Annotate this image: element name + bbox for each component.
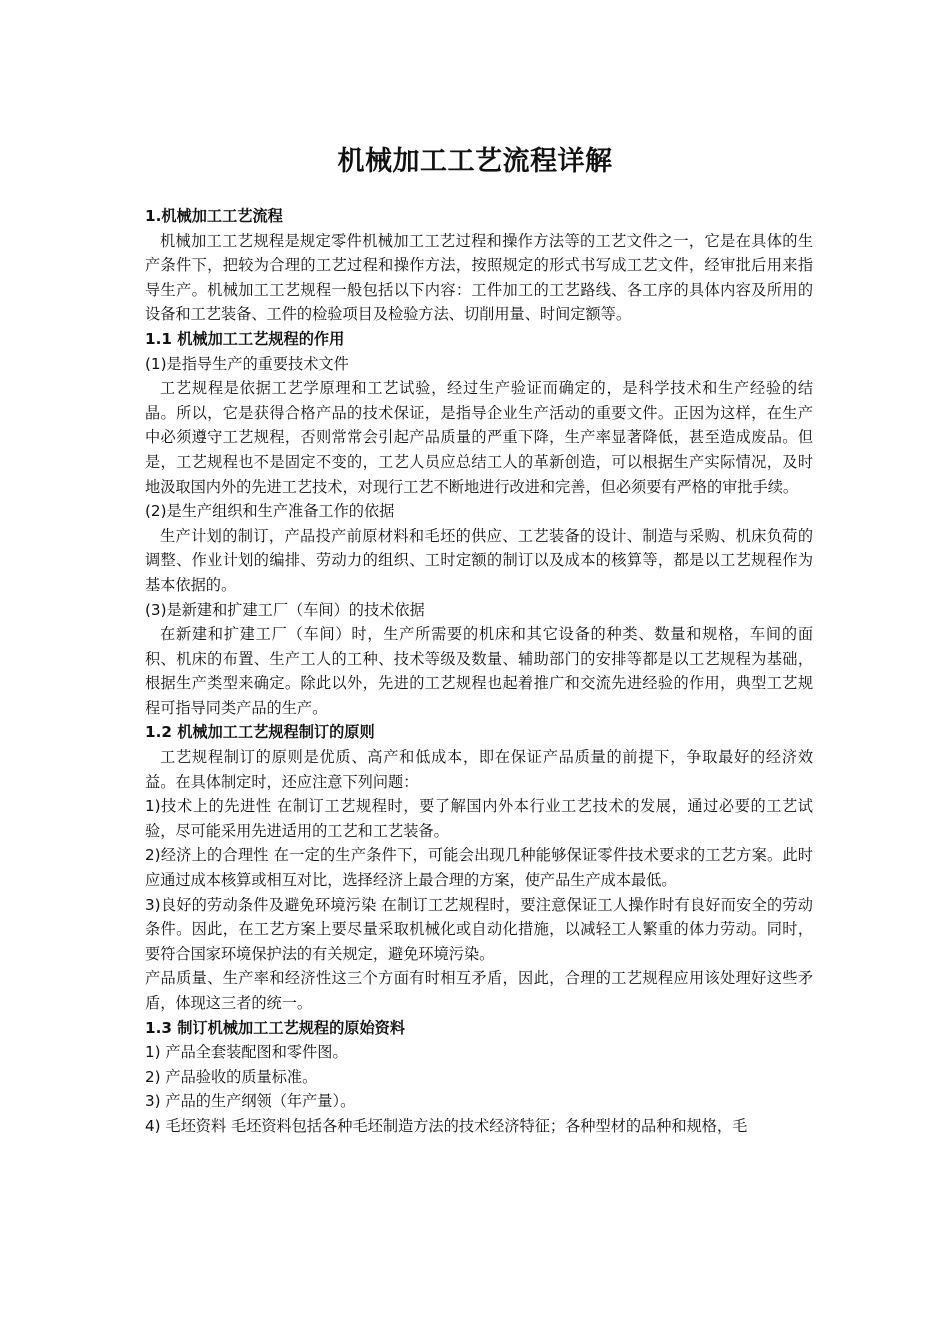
paragraph: 工艺规程是依据工艺学原理和工艺试验，经过生产验证而确定的，是科学技术和生产经验的结晶。所以，它是获得合格产品的技术保证，是指导企业生产活动的重要文件。正因为这样，在生产中必须遵守工艺规程，否则常常会引起产品质量的严重下降，生产率显著降低，甚至造成废品。但是，工艺规程也不是固定不变的，工艺人员应总结工人的革新创造，可以根据生产实际情况，及时地汲取国内外的先进工艺技术，对现行工艺不断地进行改进和完善，但必须要有严格的审批手续。 [145, 379, 813, 496]
paragraph: 机械加工工艺规程是规定零件机械加工工艺过程和操作方法等的工艺文件之一，它是在具体的生产条件下，把较为合理的工艺过程和操作方法，按照规定的形式书写成工艺文件，经审批后用来指导生产。机械加工工艺规程一般包括以下内容：工件加工的工艺路线、各工序的具体内容及所用的设备和工艺装备、工件的检验项目及检验方法、切削用量、时间定额等。 [145, 231, 813, 324]
list-item: 3) 产品的生产纲领（年产量）。 [145, 1092, 356, 1111]
paragraph: 产品质量、生产率和经济性这三个方面有时相互矛盾，因此，合理的工艺规程应用该处理好这些矛盾，体现这三者的统一。 [145, 969, 813, 1012]
list-item: (3)是新建和扩建工厂（车间）的技术依据 [145, 600, 425, 619]
document-body [145, 204, 813, 1139]
list-item: (1)是指导生产的重要技术文件 [145, 354, 349, 373]
list-item: 3)良好的劳动条件及避免环境污染 在制订工艺规程时，要注意保证工人操作时有良好而安全的劳动条件。因此，在工艺方案上要尽量采取机械化或自动化措施，以减轻工人繁重的体力劳动。同时，要符合国家环境保护法的有关规定，避免环境污染。 [145, 895, 813, 963]
section-heading: 1.2 机械加工工艺规程制订的原则 [145, 723, 375, 742]
paragraph: 工艺规程制订的原则是优质、高产和低成本，即在保证产品质量的前提下，争取最好的经济效益。在具体制定时，还应注意下列问题： [145, 748, 813, 791]
list-item: (2)是生产组织和生产准备工作的依据 [145, 502, 395, 521]
document-title: 机械加工工艺流程详解 [337, 146, 613, 177]
list-item: 2) 产品验收的质量标准。 [145, 1067, 318, 1086]
list-item: 1)技术上的先进性 在制订工艺规程时，要了解国内外本行业工艺技术的发展，通过必要的工艺试验，尽可能采用先进适用的工艺和工艺装备。 [145, 797, 813, 840]
paragraph: 在新建和扩建工厂（车间）时，生产所需要的机床和其它设备的种类、数量和规格，车间的面积、机床的布置、生产工人的工种、技术等级及数量、辅助部门的安排等都是以工艺规程为基础，根据生产类型来确定。除此以外，先进的工艺规程也起着推广和交流先进经验的作用，典型工艺规程可指导同类产品的生产。 [145, 625, 813, 717]
section-heading: 1.机械加工工艺流程 [145, 207, 283, 225]
paragraph: 生产计划的制订，产品投产前原材料和毛坯的供应、工艺装备的设计、制造与采购、机床负荷的调整、作业计划的编排、劳动力的组织、工时定额的制订以及成本的核算等，都是以工艺规程作为基本依据的。 [145, 526, 813, 594]
list-item: 2)经济上的合理性 在一定的生产条件下，可能会出现几种能够保证零件技术要求的工艺方案。此时应通过成本核算或相互对比，选择经济上最合理的方案，使产品生产成本最低。 [145, 846, 813, 890]
section-heading: 1.3 制订机械加工工艺规程的原始资料 [145, 1018, 406, 1037]
section-heading: 1.1 机械加工工艺规程的作用 [145, 329, 345, 348]
list-item: 4) 毛坯资料 毛坯资料包括各种毛坯制造方法的技术经济特征；各种型材的品种和规格，毛 [145, 1116, 748, 1135]
list-item: 1) 产品全套装配图和零件图。 [145, 1043, 348, 1062]
